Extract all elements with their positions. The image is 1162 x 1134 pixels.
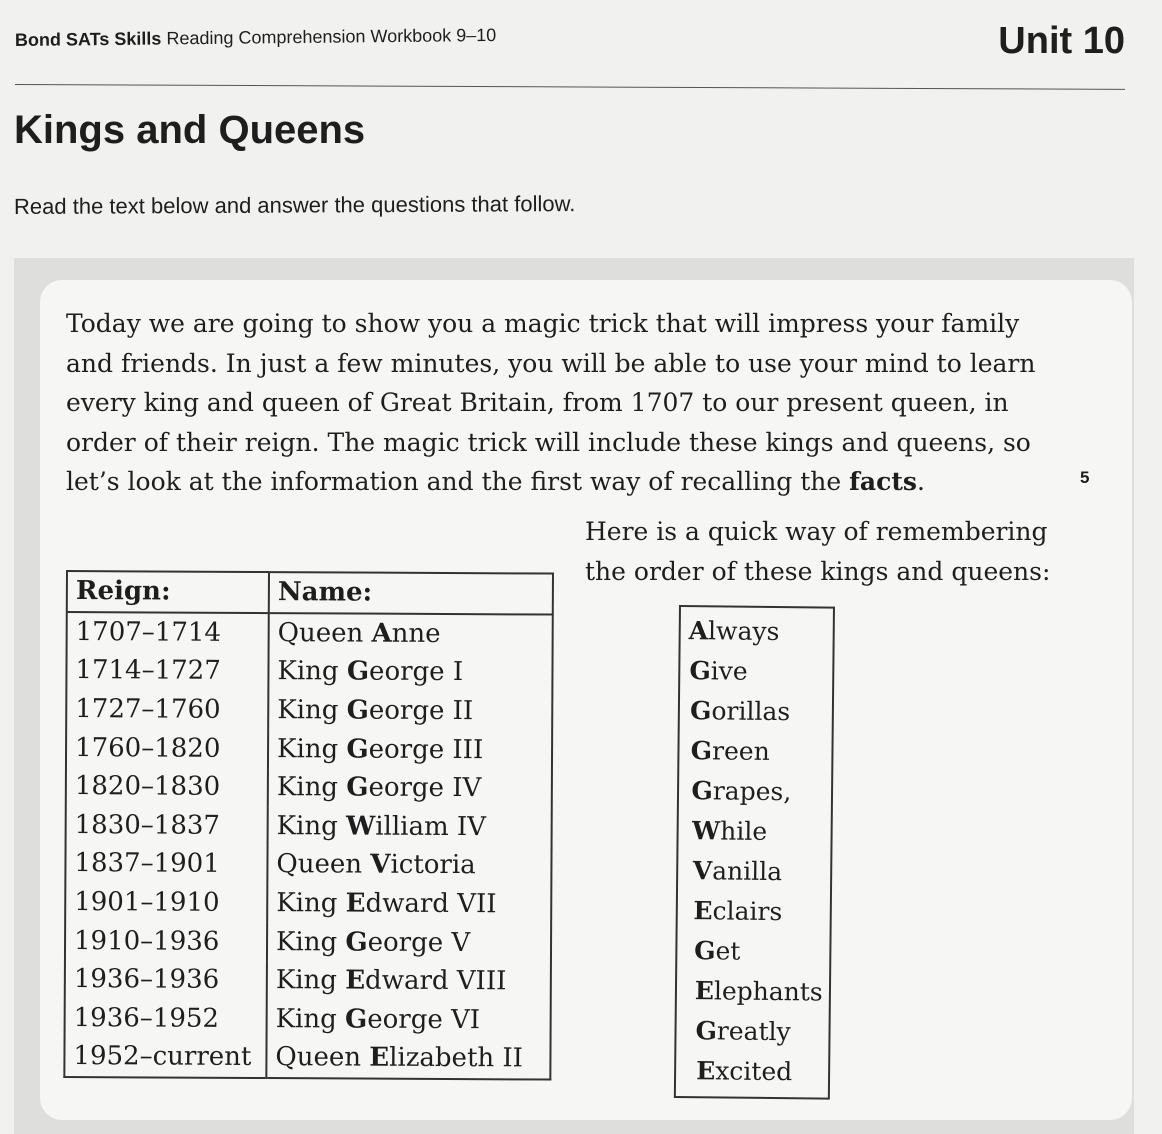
mnemonic-initial: G <box>694 936 716 966</box>
reign-cell: 1707–1714 <box>67 612 269 653</box>
name-cell <box>267 884 551 924</box>
reign-cell: 1837–1901 <box>65 844 267 884</box>
monarch-title: King <box>275 1003 346 1035</box>
reign-cell: 1820–1830 <box>66 767 268 807</box>
reign-cell: 1952–current <box>64 1037 266 1078</box>
mnemonic-initial: G <box>695 1016 718 1046</box>
passage-end-punct: . <box>916 467 925 496</box>
passage-line: Today we are going to show you a magic trick that will impress your family <box>66 309 1020 338</box>
quick-way-line: the order of these kings and queens: <box>585 557 1051 586</box>
name-cell <box>267 961 551 1001</box>
monarch-initial: E <box>345 965 366 996</box>
monarch-name-rest: eorge I <box>369 657 464 688</box>
mnemonic-rest: xcited <box>715 1056 793 1087</box>
name-cell <box>268 729 552 769</box>
monarch-title: King <box>276 810 347 842</box>
monarch-initial: G <box>345 927 368 958</box>
monarch-initial: G <box>346 695 369 726</box>
name-cell <box>268 691 552 731</box>
mnemonic-rest: hile <box>720 816 768 846</box>
name-cell <box>267 922 551 962</box>
column-header-name: Name: <box>269 572 553 614</box>
table-row <box>66 651 552 692</box>
unit-label: Unit 10 <box>998 20 1125 62</box>
reign-cell: 1936–1936 <box>65 960 267 1000</box>
mnemonic-rest: reatly <box>716 1016 791 1047</box>
monarch-title: King <box>277 656 347 687</box>
mnemonic-initial: G <box>689 656 711 686</box>
monarch-initial: W <box>345 811 376 842</box>
mnemonic-initial: V <box>692 856 713 886</box>
monarch-initial: G <box>346 734 369 765</box>
mnemonic-initial: E <box>693 896 713 926</box>
monarch-title: King <box>276 772 347 803</box>
reign-cell: 1936–1952 <box>65 999 267 1039</box>
instruction-text: Read the text below and answer the questions that follow. <box>13 191 576 219</box>
passage-line: let’s look at the information and the first way of recalling the <box>66 467 850 496</box>
mnemonic-word <box>691 771 835 813</box>
monarch-name-rest: nne <box>391 618 441 649</box>
table-row <box>67 612 553 654</box>
monarch-name-rest: lizabeth II <box>389 1043 524 1074</box>
table-row <box>65 883 551 924</box>
table-row <box>65 960 551 1001</box>
mnemonic-initial: E <box>694 976 715 1006</box>
monarch-initial: G <box>346 656 370 688</box>
monarch-title: Queen <box>275 1042 370 1074</box>
workbook-title <box>15 25 496 51</box>
monarch-title: King <box>275 926 346 958</box>
monarch-title: King <box>276 733 347 765</box>
monarch-name-rest: eorge II <box>368 695 474 727</box>
reign-cell: 1830–1837 <box>66 806 268 846</box>
table-row <box>64 1037 550 1079</box>
mnemonic-rest: lephants <box>713 976 823 1007</box>
mnemonic-rest: ive <box>710 656 748 686</box>
reign-table-body <box>64 612 552 1080</box>
monarch-name-rest: eorge IV <box>368 772 482 804</box>
mnemonic-word <box>695 971 839 1013</box>
line-number: 5 <box>1080 468 1090 487</box>
mnemonic-word <box>694 931 838 973</box>
page-header <box>15 22 1125 84</box>
mnemonic-word <box>693 891 837 933</box>
quick-way-line: Here is a quick way of remembering <box>585 517 1048 546</box>
mnemonic-initial: G <box>690 736 713 766</box>
mnemonic-rest: lways <box>707 616 780 647</box>
quick-way-text <box>585 512 1085 592</box>
series-name: SATs Skills <box>65 28 162 50</box>
monarch-initial: G <box>344 1004 368 1035</box>
table-row <box>66 767 552 808</box>
name-cell <box>267 1000 551 1040</box>
table-row <box>65 999 551 1040</box>
monarch-name-rest: dward VIII <box>365 965 507 997</box>
mnemonic-word <box>692 811 836 853</box>
reign-table <box>63 570 554 1080</box>
header-rule <box>15 84 1125 90</box>
passage <box>66 304 1076 502</box>
book-name: Reading Comprehension Workbook 9–10 <box>166 24 497 49</box>
monarch-name-rest: eorge V <box>367 927 471 958</box>
monarch-initial: A <box>371 618 392 649</box>
passage-line: every king and queen of Great Britain, from 1707 to our present queen, in <box>66 388 1009 417</box>
monarch-initial: E <box>345 888 366 919</box>
name-cell <box>268 807 552 847</box>
mnemonic-word <box>689 611 833 653</box>
mnemonic-word <box>690 691 834 733</box>
table-row <box>66 728 552 769</box>
monarch-name-rest: illiam IV <box>375 811 487 843</box>
monarch-name-rest: eorge III <box>368 734 484 765</box>
reign-cell: 1760–1820 <box>66 728 268 768</box>
monarch-title: King <box>277 695 347 726</box>
table-header-row <box>67 571 553 614</box>
mnemonic-initial: E <box>696 1056 716 1086</box>
mnemonic-word <box>696 1051 840 1093</box>
table-row <box>65 921 551 962</box>
monarch-initial: V <box>370 850 391 881</box>
page-title: Kings and Queens <box>14 108 366 152</box>
name-cell <box>268 768 552 808</box>
name-cell <box>266 1038 550 1079</box>
reign-cell: 1910–1936 <box>65 921 267 961</box>
bold-word: facts <box>849 467 917 496</box>
mnemonic-word <box>693 851 837 893</box>
table-row <box>65 844 551 885</box>
reign-cell: 1901–1910 <box>65 883 267 923</box>
monarch-title: Queen <box>277 618 372 649</box>
mnemonic-word <box>689 651 833 693</box>
mnemonic-rest: anilla <box>712 856 783 887</box>
mnemonic-initial: W <box>691 816 721 846</box>
mnemonic-word <box>695 1011 839 1053</box>
name-cell <box>269 613 553 654</box>
table-row <box>66 806 552 847</box>
column-header-reign: Reign: <box>67 571 269 613</box>
mnemonic-rest: reen <box>711 736 770 766</box>
reign-cell: 1727–1760 <box>66 690 268 730</box>
monarch-title: King <box>275 965 346 996</box>
passage-line: and friends. In just a few minutes, you will be able to use your mind to learn <box>66 348 1036 378</box>
mnemonic-rest: rapes, <box>712 776 792 807</box>
monarch-title: King <box>276 888 346 919</box>
mnemonic-rest: clairs <box>712 896 783 927</box>
mnemonic-rest: et <box>715 936 741 966</box>
mnemonic-initial: G <box>689 696 712 726</box>
monarch-name-rest: ictoria <box>390 850 476 881</box>
monarch-initial: G <box>346 772 369 803</box>
reign-cell: 1714–1727 <box>66 651 268 691</box>
mnemonic-initial: G <box>691 776 713 806</box>
monarch-initial: E <box>369 1043 390 1074</box>
name-cell <box>267 845 551 885</box>
mnemonic-list <box>676 607 833 1093</box>
mnemonic-box <box>674 605 835 1100</box>
monarch-title: Queen <box>276 849 371 881</box>
mnemonic-initial: A <box>688 616 709 646</box>
table-row <box>66 690 552 731</box>
mnemonic-word <box>691 731 835 773</box>
monarch-name-rest: eorge VI <box>367 1004 481 1036</box>
mnemonic-rest: orillas <box>711 696 791 727</box>
passage-line: order of their reign. The magic trick will include these kings and queens, so <box>66 427 1031 457</box>
monarch-name-rest: dward VII <box>365 888 497 920</box>
brand-name: Bond <box>14 29 62 50</box>
name-cell <box>268 652 552 692</box>
